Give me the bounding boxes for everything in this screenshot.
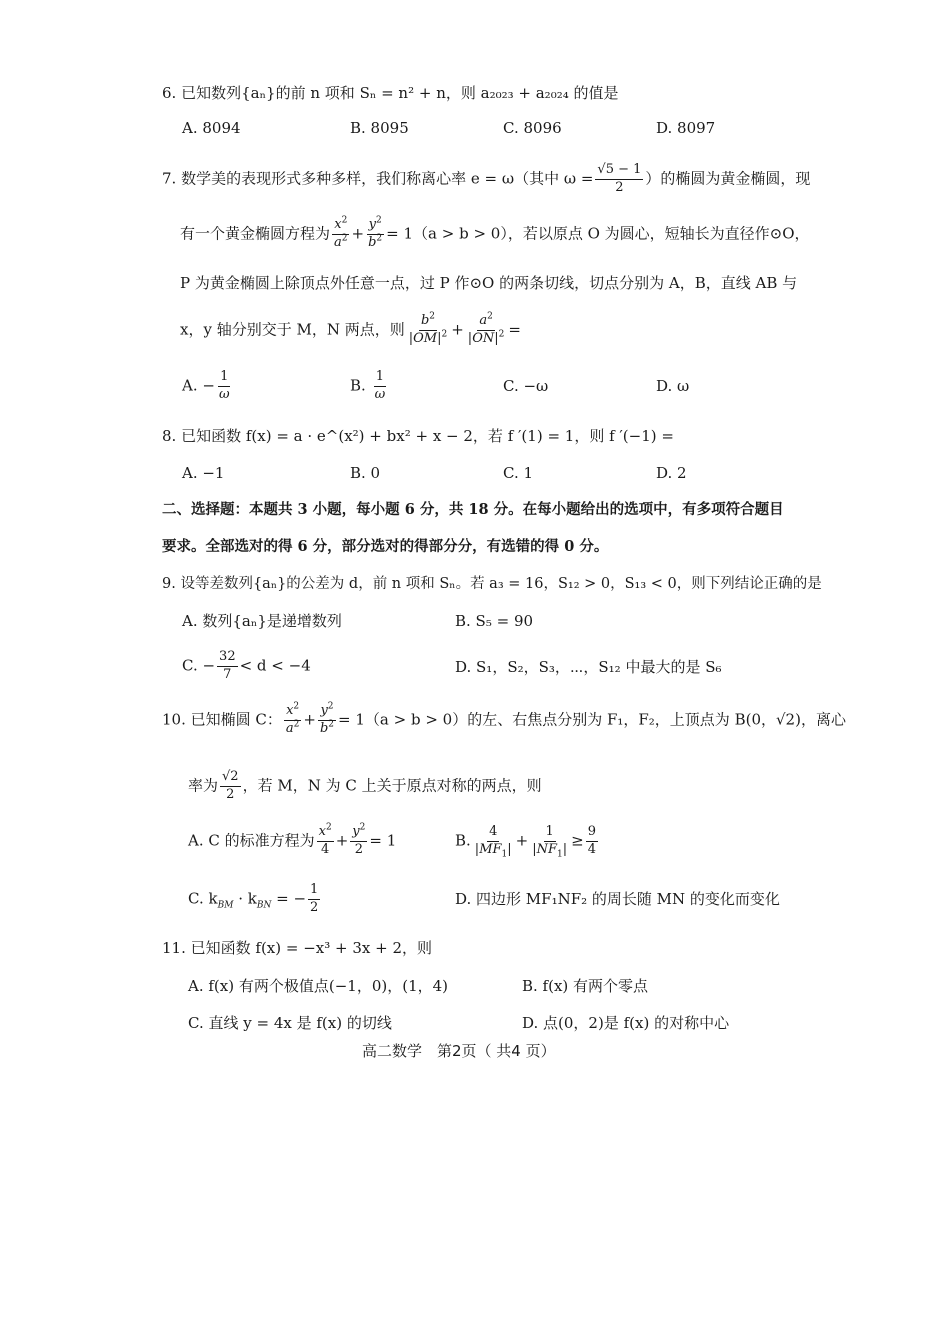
omega-fraction: $\frac{√5 - 1}{2}$ bbox=[597, 162, 642, 195]
q11-stem: 11. 已知函数 f(x) = −x³ + 3x + 2，则 bbox=[162, 939, 433, 957]
ellipse-x-term: $\frac{x^2}{a^2}$ bbox=[334, 215, 348, 250]
section2-heading-line1: 二、选择题：本题共 3 小题，每小题 6 分，共 18 分。在每小题给出的选项中，有多项符合题目 bbox=[162, 501, 784, 518]
q7-option-b: B. $\frac{1}{\omega}$ bbox=[350, 369, 386, 402]
q6-option-b: B. 8095 bbox=[350, 119, 409, 137]
q10-option-b: B. $\frac{4}{|MF_1|}$ + $\frac{1}{|NF_1|}$ ≥ $\frac{9}{4}$ bbox=[455, 824, 597, 860]
q7-line-3: P 为黄金椭圆上除顶点外任意一点，过 P 作⊙O 的两条切线，切点分别为 A，B，直线 AB 与 bbox=[180, 274, 798, 292]
q9-option-b: B. S₅ = 90 bbox=[455, 612, 534, 630]
q10-option-a: A. C 的标准方程为 $\frac{x^2}{4}$ + $\frac{y^2}{2}$ = 1 bbox=[188, 822, 397, 857]
section2-heading-line2: 要求。全部选对的得 6 分，部分选对的得部分分，有选错的得 0 分。 bbox=[162, 538, 609, 555]
q10-line-1: 10. 已知椭圆 C： $\frac{x^2}{a^2}$ + $\frac{y^2}{b^2}$ = 1（a > b > 0）的左、右焦点分别为 F₁，F₂，上顶点为 B(0，√2)，离心 bbox=[162, 701, 846, 736]
q11-option-a: A. f(x) 有两个极值点(−1，0)，(1，4) bbox=[188, 977, 449, 995]
q7-line-2: 有一个黄金椭圆方程为 $\frac{x^2}{a^2}$ + $\frac{y^2}{b^2}$ = 1（a > b > 0），若以原点 O 为圆心，短轴长为直径作⊙O， bbox=[180, 215, 810, 250]
q6-option-c: C. 8096 bbox=[503, 119, 562, 137]
q8-option-d: D. 2 bbox=[656, 464, 687, 482]
q7-line-4: x，y 轴分别交于 M，N 两点，则 $\frac{b^2}{|OM|^2}$ + $\frac{a^2}{|ON|^2}$ = bbox=[180, 311, 521, 346]
ellipse-y-term: $\frac{y^2}{b^2}$ bbox=[368, 215, 383, 250]
q8-stem: 8. 已知函数 f(x) = a · e^(x²) + bx² + x − 2，若 f ′(1) = 1，则 f ′(−1) = bbox=[162, 427, 674, 445]
q6-stem: 6. 已知数列{aₙ}的前 n 项和 Sₙ = n² + n，则 a₂₀₂₃ + a₂₀₂₄ 的值是 bbox=[162, 84, 619, 102]
q8-option-b: B. 0 bbox=[350, 464, 381, 482]
q11-option-d: D. 点(0，2)是 f(x) 的对称中心 bbox=[522, 1014, 730, 1032]
q7-option-d: D. ω bbox=[656, 377, 690, 395]
q8-option-a: A. −1 bbox=[182, 464, 225, 482]
q6-option-a: A. 8094 bbox=[182, 119, 241, 137]
q6-option-d: D. 8097 bbox=[656, 119, 716, 137]
page-footer: 高二数学 第2页（ 共4 页） bbox=[362, 1042, 556, 1060]
q8-option-c: C. 1 bbox=[503, 464, 534, 482]
a2-over-on2: $\frac{a^2}{|ON|^2}$ bbox=[467, 311, 505, 346]
eccentricity-fraction: $\frac{√2}{2}$ bbox=[222, 769, 239, 802]
q7-line-1: 7. 数学美的表现形式多种多样，我们称离心率 e = ω（其中 ω = $\frac{√5 - 1}{2}$ ）的椭圆为黄金椭圆，现 bbox=[162, 162, 811, 195]
q10-option-c: C. $k_{BM} \cdot k_{BN}$ = − $\frac{1}{2}$ bbox=[188, 882, 319, 915]
q9-stem: 9. 设等差数列{aₙ}的公差为 d，前 n 项和 Sₙ。若 a₃ = 16，S₁₂ > 0，S₁₃ < 0，则下列结论正确的是 bbox=[162, 576, 822, 592]
q9-option-a: A. 数列{aₙ}是递增数列 bbox=[182, 612, 342, 630]
q7-option-a: A. − $\frac{1}{\omega}$ bbox=[182, 369, 230, 402]
q10-line-2: 率为 $\frac{√2}{2}$ ，若 M，N 为 C 上关于原点对称的两点，则 bbox=[188, 769, 542, 802]
q9-option-d: D. S₁，S₂，S₃，⋯，S₁₂ 中最大的是 S₆ bbox=[455, 658, 722, 676]
b2-over-om2: $\frac{b^2}{|OM|^2}$ bbox=[408, 311, 448, 346]
q10-option-d: D. 四边形 MF₁NF₂ 的周长随 MN 的变化而变化 bbox=[455, 890, 780, 908]
q11-option-c: C. 直线 y = 4x 是 f(x) 的切线 bbox=[188, 1014, 392, 1032]
q11-option-b: B. f(x) 有两个零点 bbox=[522, 977, 649, 995]
q9-option-c: C. − $\frac{32}{7}$ < d < −4 bbox=[182, 649, 311, 682]
q7-option-c: C. −ω bbox=[503, 377, 549, 395]
